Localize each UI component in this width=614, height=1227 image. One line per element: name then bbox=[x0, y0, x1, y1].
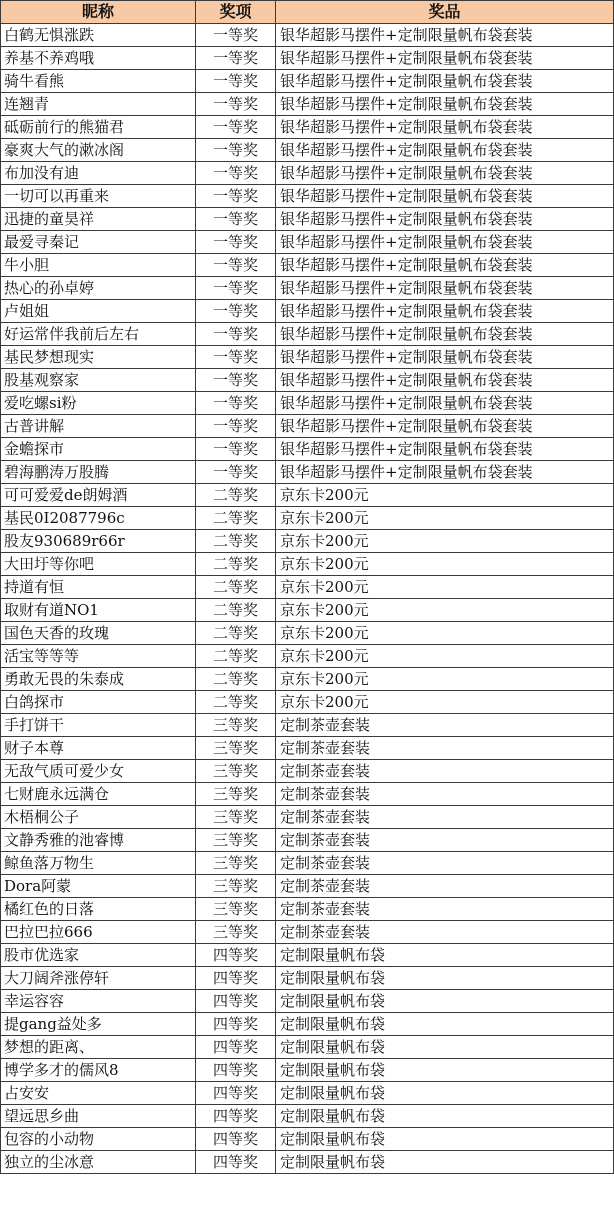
award-cell: 一等奖 bbox=[196, 369, 276, 392]
prize-cell: 银华超影马摆件+定制限量帆布袋套装 bbox=[276, 346, 614, 369]
table-row bbox=[1, 208, 614, 231]
table-body bbox=[1, 24, 614, 1174]
table-row bbox=[1, 277, 614, 300]
prize-cell: 银华超影马摆件+定制限量帆布袋套装 bbox=[276, 162, 614, 185]
prize-cell: 京东卡200元 bbox=[276, 530, 614, 553]
award-cell: 二等奖 bbox=[196, 599, 276, 622]
table-row bbox=[1, 737, 614, 760]
table-row bbox=[1, 668, 614, 691]
prize-cell: 银华超影马摆件+定制限量帆布袋套装 bbox=[276, 93, 614, 116]
table-row bbox=[1, 1128, 614, 1151]
table-row bbox=[1, 415, 614, 438]
prize-cell: 京东卡200元 bbox=[276, 484, 614, 507]
prize-cell: 银华超影马摆件+定制限量帆布袋套装 bbox=[276, 323, 614, 346]
award-cell: 四等奖 bbox=[196, 967, 276, 990]
award-cell: 三等奖 bbox=[196, 714, 276, 737]
table-row bbox=[1, 507, 614, 530]
prize-cell: 定制限量帆布袋 bbox=[276, 1151, 614, 1174]
nickname-cell: 骑牛看熊 bbox=[1, 70, 196, 93]
table-row bbox=[1, 944, 614, 967]
nickname-cell: 养基不养鸡哦 bbox=[1, 47, 196, 70]
prize-cell: 定制限量帆布袋 bbox=[276, 1128, 614, 1151]
nickname-cell: 碧海鹏涛万股腾 bbox=[1, 461, 196, 484]
table-row bbox=[1, 461, 614, 484]
nickname-cell: 迅捷的童昊祥 bbox=[1, 208, 196, 231]
nickname-cell: 鲸鱼落万物生 bbox=[1, 852, 196, 875]
nickname-cell: 白鸽探市 bbox=[1, 691, 196, 714]
award-cell: 二等奖 bbox=[196, 507, 276, 530]
prize-cell: 京东卡200元 bbox=[276, 576, 614, 599]
nickname-cell: 财子本尊 bbox=[1, 737, 196, 760]
award-cell: 一等奖 bbox=[196, 392, 276, 415]
header-row bbox=[1, 1, 614, 24]
nickname-cell: 望远思乡曲 bbox=[1, 1105, 196, 1128]
award-cell: 一等奖 bbox=[196, 461, 276, 484]
prize-cell: 京东卡200元 bbox=[276, 645, 614, 668]
table-row bbox=[1, 898, 614, 921]
nickname-cell: 可可爱爱de朗姆酒 bbox=[1, 484, 196, 507]
award-cell: 一等奖 bbox=[196, 162, 276, 185]
prize-cell: 银华超影马摆件+定制限量帆布袋套装 bbox=[276, 461, 614, 484]
award-cell: 二等奖 bbox=[196, 553, 276, 576]
header-award: 奖项 bbox=[196, 1, 276, 24]
award-cell: 四等奖 bbox=[196, 1082, 276, 1105]
award-cell: 二等奖 bbox=[196, 645, 276, 668]
table-row bbox=[1, 875, 614, 898]
prize-cell: 定制限量帆布袋 bbox=[276, 944, 614, 967]
award-cell: 三等奖 bbox=[196, 921, 276, 944]
award-cell: 三等奖 bbox=[196, 760, 276, 783]
award-cell: 一等奖 bbox=[196, 254, 276, 277]
award-cell: 一等奖 bbox=[196, 231, 276, 254]
table-row bbox=[1, 760, 614, 783]
award-cell: 三等奖 bbox=[196, 875, 276, 898]
table-row bbox=[1, 392, 614, 415]
award-cell: 四等奖 bbox=[196, 1105, 276, 1128]
prize-cell: 定制限量帆布袋 bbox=[276, 1082, 614, 1105]
award-cell: 四等奖 bbox=[196, 1151, 276, 1174]
table-row bbox=[1, 576, 614, 599]
prize-cell: 定制茶壶套装 bbox=[276, 783, 614, 806]
table-row bbox=[1, 369, 614, 392]
prize-cell: 定制限量帆布袋 bbox=[276, 990, 614, 1013]
prize-cell: 银华超影马摆件+定制限量帆布袋套装 bbox=[276, 139, 614, 162]
prize-cell: 银华超影马摆件+定制限量帆布袋套装 bbox=[276, 369, 614, 392]
prize-cell: 银华超影马摆件+定制限量帆布袋套装 bbox=[276, 208, 614, 231]
table-row bbox=[1, 116, 614, 139]
award-cell: 四等奖 bbox=[196, 1036, 276, 1059]
prize-cell: 银华超影马摆件+定制限量帆布袋套装 bbox=[276, 300, 614, 323]
nickname-cell: 卢姐姐 bbox=[1, 300, 196, 323]
prize-cell: 京东卡200元 bbox=[276, 507, 614, 530]
award-cell: 一等奖 bbox=[196, 323, 276, 346]
nickname-cell: 包容的小动物 bbox=[1, 1128, 196, 1151]
prize-cell: 银华超影马摆件+定制限量帆布袋套装 bbox=[276, 392, 614, 415]
award-cell: 四等奖 bbox=[196, 1013, 276, 1036]
prize-cell: 京东卡200元 bbox=[276, 668, 614, 691]
award-cell: 三等奖 bbox=[196, 898, 276, 921]
table-row bbox=[1, 599, 614, 622]
award-cell: 一等奖 bbox=[196, 70, 276, 93]
award-cell: 二等奖 bbox=[196, 484, 276, 507]
nickname-cell: 好运常伴我前后左右 bbox=[1, 323, 196, 346]
nickname-cell: 股市优选家 bbox=[1, 944, 196, 967]
award-cell: 二等奖 bbox=[196, 576, 276, 599]
award-cell: 一等奖 bbox=[196, 24, 276, 47]
table-row bbox=[1, 185, 614, 208]
nickname-cell: 牛小胆 bbox=[1, 254, 196, 277]
table-row bbox=[1, 990, 614, 1013]
award-cell: 三等奖 bbox=[196, 783, 276, 806]
award-cell: 四等奖 bbox=[196, 990, 276, 1013]
nickname-cell: 最爱寻秦记 bbox=[1, 231, 196, 254]
nickname-cell: 连翘青 bbox=[1, 93, 196, 116]
prize-cell: 定制限量帆布袋 bbox=[276, 1036, 614, 1059]
table-row bbox=[1, 1151, 614, 1174]
table-row bbox=[1, 1036, 614, 1059]
nickname-cell: 金蟾探市 bbox=[1, 438, 196, 461]
award-cell: 三等奖 bbox=[196, 829, 276, 852]
nickname-cell: 大刀阔斧涨停轩 bbox=[1, 967, 196, 990]
table-row bbox=[1, 622, 614, 645]
nickname-cell: 股友930689r66r bbox=[1, 530, 196, 553]
prize-cell: 定制茶壶套装 bbox=[276, 737, 614, 760]
nickname-cell: 基民梦想现实 bbox=[1, 346, 196, 369]
prize-cell: 定制茶壶套装 bbox=[276, 760, 614, 783]
award-cell: 一等奖 bbox=[196, 415, 276, 438]
table-row bbox=[1, 645, 614, 668]
nickname-cell: 木梧桐公子 bbox=[1, 806, 196, 829]
table-row bbox=[1, 967, 614, 990]
nickname-cell: 国色天香的玫瑰 bbox=[1, 622, 196, 645]
prize-cell: 银华超影马摆件+定制限量帆布袋套装 bbox=[276, 415, 614, 438]
nickname-cell: 白鹤无惧涨跌 bbox=[1, 24, 196, 47]
nickname-cell: 占安安 bbox=[1, 1082, 196, 1105]
prize-cell: 定制茶壶套装 bbox=[276, 898, 614, 921]
award-cell: 一等奖 bbox=[196, 139, 276, 162]
table-row bbox=[1, 783, 614, 806]
table-row bbox=[1, 139, 614, 162]
table-row bbox=[1, 714, 614, 737]
prize-cell: 银华超影马摆件+定制限量帆布袋套装 bbox=[276, 438, 614, 461]
nickname-cell: 持道有恒 bbox=[1, 576, 196, 599]
prize-cell: 定制茶壶套装 bbox=[276, 921, 614, 944]
nickname-cell: 大田圩等你吧 bbox=[1, 553, 196, 576]
award-cell: 二等奖 bbox=[196, 530, 276, 553]
nickname-cell: 古普讲解 bbox=[1, 415, 196, 438]
award-cell: 四等奖 bbox=[196, 1059, 276, 1082]
table-row bbox=[1, 691, 614, 714]
nickname-cell: 勇敢无畏的朱泰成 bbox=[1, 668, 196, 691]
table-row bbox=[1, 829, 614, 852]
prize-cell: 定制茶壶套装 bbox=[276, 852, 614, 875]
nickname-cell: 独立的尘冰意 bbox=[1, 1151, 196, 1174]
award-cell: 一等奖 bbox=[196, 300, 276, 323]
award-cell: 四等奖 bbox=[196, 944, 276, 967]
table-row bbox=[1, 530, 614, 553]
prize-cell: 银华超影马摆件+定制限量帆布袋套装 bbox=[276, 116, 614, 139]
nickname-cell: 股基观察家 bbox=[1, 369, 196, 392]
prize-cell: 定制茶壶套装 bbox=[276, 875, 614, 898]
award-cell: 一等奖 bbox=[196, 208, 276, 231]
nickname-cell: 布加没有迪 bbox=[1, 162, 196, 185]
prize-cell: 京东卡200元 bbox=[276, 599, 614, 622]
award-cell: 二等奖 bbox=[196, 668, 276, 691]
prize-cell: 京东卡200元 bbox=[276, 553, 614, 576]
prize-cell: 定制限量帆布袋 bbox=[276, 967, 614, 990]
award-cell: 四等奖 bbox=[196, 1128, 276, 1151]
table-row bbox=[1, 438, 614, 461]
table-row bbox=[1, 323, 614, 346]
prize-cell: 京东卡200元 bbox=[276, 622, 614, 645]
prize-cell: 定制限量帆布袋 bbox=[276, 1059, 614, 1082]
award-cell: 一等奖 bbox=[196, 116, 276, 139]
table-row bbox=[1, 47, 614, 70]
table-row bbox=[1, 24, 614, 47]
award-cell: 三等奖 bbox=[196, 852, 276, 875]
nickname-cell: 提gang益处多 bbox=[1, 1013, 196, 1036]
table-row bbox=[1, 1082, 614, 1105]
nickname-cell: 爱吃螺si粉 bbox=[1, 392, 196, 415]
award-cell: 一等奖 bbox=[196, 185, 276, 208]
table-row bbox=[1, 553, 614, 576]
header-nickname: 昵称 bbox=[1, 1, 196, 24]
award-cell: 一等奖 bbox=[196, 47, 276, 70]
nickname-cell: 一切可以再重来 bbox=[1, 185, 196, 208]
nickname-cell: 幸运容容 bbox=[1, 990, 196, 1013]
nickname-cell: 七财鹿永远满仓 bbox=[1, 783, 196, 806]
table-row bbox=[1, 162, 614, 185]
prize-cell: 银华超影马摆件+定制限量帆布袋套装 bbox=[276, 70, 614, 93]
award-cell: 一等奖 bbox=[196, 346, 276, 369]
prize-cell: 定制限量帆布袋 bbox=[276, 1013, 614, 1036]
award-cell: 三等奖 bbox=[196, 806, 276, 829]
prize-cell: 定制限量帆布袋 bbox=[276, 1105, 614, 1128]
table-row bbox=[1, 93, 614, 116]
nickname-cell: 基民0I2087796c bbox=[1, 507, 196, 530]
prize-cell: 定制茶壶套装 bbox=[276, 806, 614, 829]
award-cell: 一等奖 bbox=[196, 93, 276, 116]
table-row bbox=[1, 852, 614, 875]
nickname-cell: 砥砺前行的熊猫君 bbox=[1, 116, 196, 139]
table-row bbox=[1, 484, 614, 507]
prize-cell: 定制茶壶套装 bbox=[276, 714, 614, 737]
nickname-cell: 活宝等等等 bbox=[1, 645, 196, 668]
table-row bbox=[1, 300, 614, 323]
prize-cell: 银华超影马摆件+定制限量帆布袋套装 bbox=[276, 47, 614, 70]
table-row bbox=[1, 1105, 614, 1128]
prize-cell: 京东卡200元 bbox=[276, 691, 614, 714]
award-cell: 二等奖 bbox=[196, 691, 276, 714]
nickname-cell: 无敌气质可爱少女 bbox=[1, 760, 196, 783]
table-header bbox=[1, 1, 614, 24]
prize-cell: 银华超影马摆件+定制限量帆布袋套装 bbox=[276, 231, 614, 254]
table-row bbox=[1, 254, 614, 277]
table-row bbox=[1, 1013, 614, 1036]
award-cell: 一等奖 bbox=[196, 277, 276, 300]
table-row bbox=[1, 806, 614, 829]
nickname-cell: 文静秀雅的池睿博 bbox=[1, 829, 196, 852]
prize-cell: 银华超影马摆件+定制限量帆布袋套装 bbox=[276, 277, 614, 300]
table-row bbox=[1, 1059, 614, 1082]
header-prize: 奖品 bbox=[276, 1, 614, 24]
table-row bbox=[1, 921, 614, 944]
prize-cell: 定制茶壶套装 bbox=[276, 829, 614, 852]
award-cell: 三等奖 bbox=[196, 737, 276, 760]
prize-cell: 银华超影马摆件+定制限量帆布袋套装 bbox=[276, 24, 614, 47]
prize-cell: 银华超影马摆件+定制限量帆布袋套装 bbox=[276, 185, 614, 208]
nickname-cell: 取财有道NO1 bbox=[1, 599, 196, 622]
nickname-cell: 巴拉巴拉666 bbox=[1, 921, 196, 944]
award-cell: 二等奖 bbox=[196, 622, 276, 645]
nickname-cell: Dora阿蒙 bbox=[1, 875, 196, 898]
nickname-cell: 博学多才的儒风8 bbox=[1, 1059, 196, 1082]
nickname-cell: 梦想的距离、 bbox=[1, 1036, 196, 1059]
nickname-cell: 橘红色的日落 bbox=[1, 898, 196, 921]
table-row bbox=[1, 70, 614, 93]
table-row bbox=[1, 346, 614, 369]
nickname-cell: 手打饼干 bbox=[1, 714, 196, 737]
table-row bbox=[1, 231, 614, 254]
award-cell: 一等奖 bbox=[196, 438, 276, 461]
nickname-cell: 豪爽大气的漱冰阁 bbox=[1, 139, 196, 162]
prize-cell: 银华超影马摆件+定制限量帆布袋套装 bbox=[276, 254, 614, 277]
nickname-cell: 热心的孙卓婷 bbox=[1, 277, 196, 300]
